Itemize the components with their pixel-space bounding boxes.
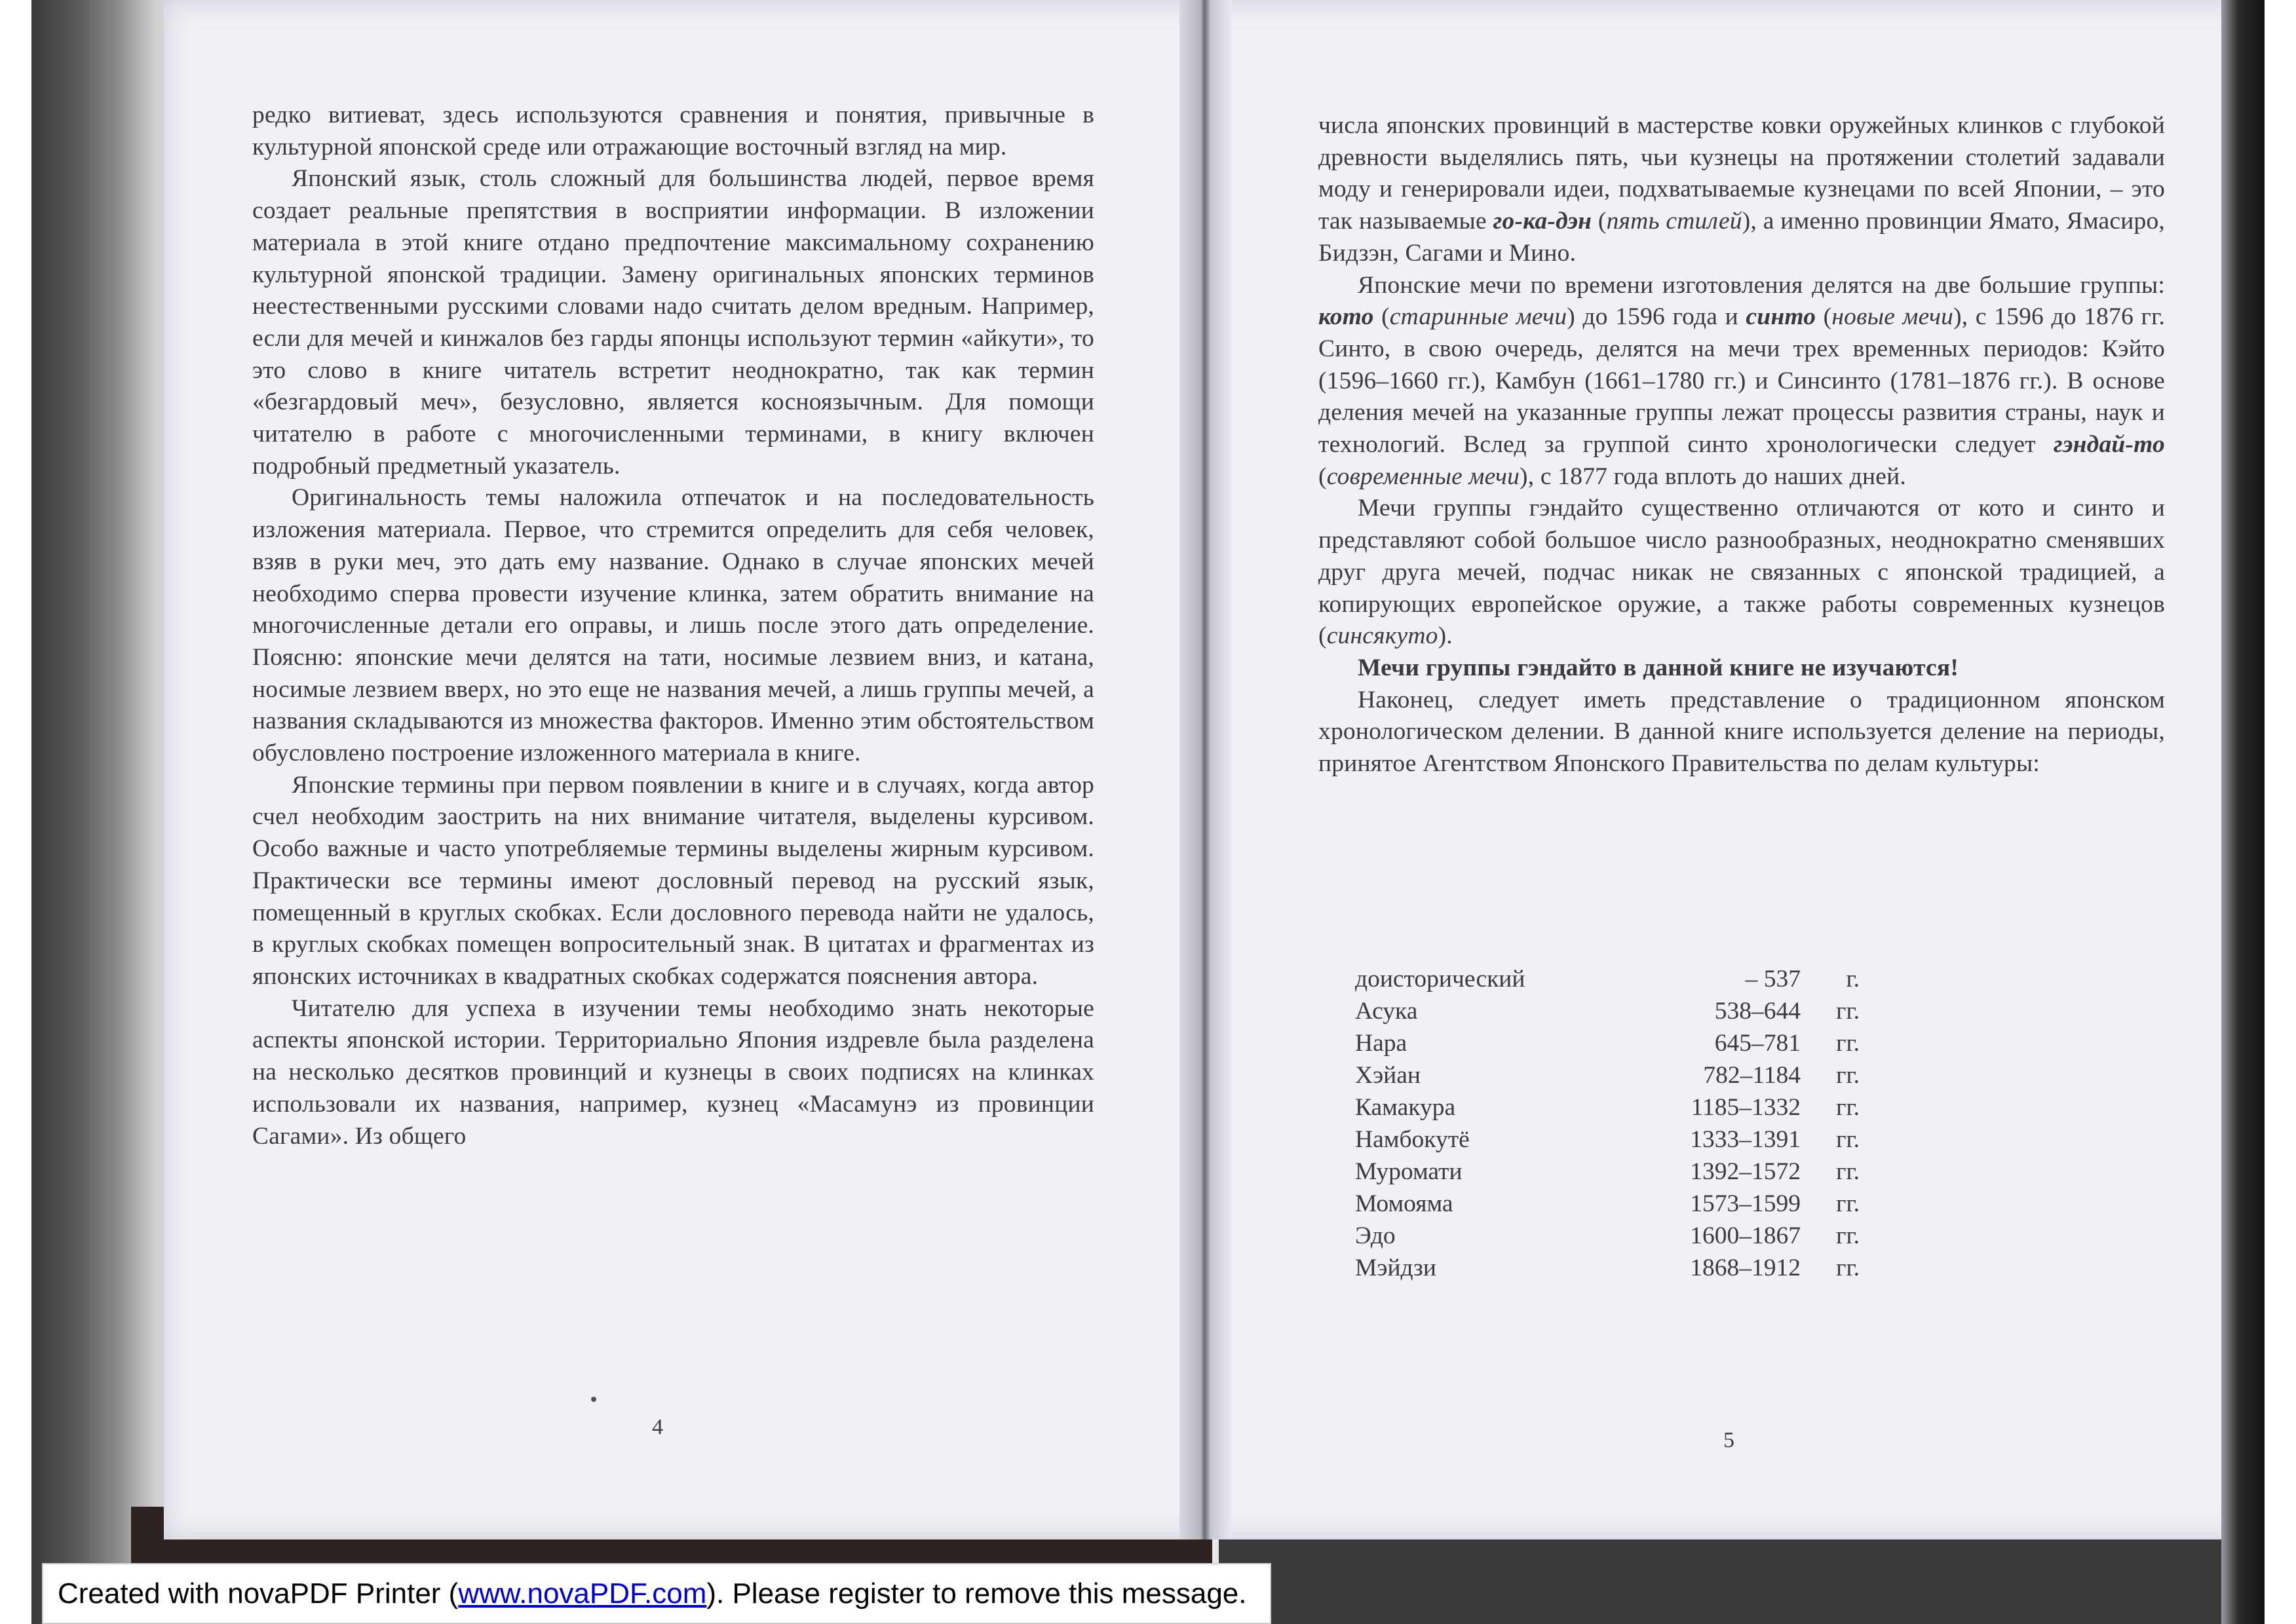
period-name: Нара [1355, 1030, 1407, 1057]
term-sinsyakuto: синсякуто [1326, 622, 1438, 650]
period-name: Момояма [1355, 1190, 1453, 1217]
period-row [1355, 963, 1860, 995]
period-range: 782–1184 [1703, 1062, 1801, 1089]
period-row [1355, 1156, 1860, 1188]
period-range: 1868–1912 [1690, 1255, 1801, 1281]
period-row [1355, 1059, 1860, 1091]
right-page-text [1318, 110, 2165, 780]
novapdf-link[interactable]: www.novaPDF.com [458, 1577, 707, 1610]
left-page-number: 4 [652, 1415, 663, 1439]
term-go-ka-den: го-ка-дэн [1493, 208, 1592, 235]
period-unit: гг. [1836, 1094, 1860, 1121]
period-name: Асука [1355, 998, 1418, 1025]
right-paragraph-4: Наконец, следует иметь представление о традиционном японском хронологическом делении. В данной книге используется деление на периоды, принятое Агентством Японского Правительства по делам культуры: [1318, 686, 2165, 778]
novapdf-watermark-banner [42, 1563, 1271, 1624]
text-run: ), а именно провинции Ямато, Ямасиро, Бидзэн, Сагами и Мино. [1318, 208, 2165, 267]
period-name: Эдо [1355, 1222, 1396, 1249]
period-range: 645–781 [1714, 1030, 1801, 1057]
period-name: Намбокутё [1355, 1126, 1470, 1153]
period-range: 538–644 [1714, 998, 1801, 1025]
left-paragraph-4: Японские термины при первом появлении в книге и в случаях, когда автор счел необходим заострить на них внимание читателя, выделены курсивом. Особо важные и часто употребляемые термины выделены жирным курсивом. Практически все термины имеют дословный перевод на русский язык, помещенный в круглых скобках. Если дословного перевода найти не удалось, в круглых скобках помещен вопросительный знак. В цитатах и фрагментах из японских источниках в квадратных скобках содержатся пояснения автора. [252, 771, 1094, 990]
book-gutter [1179, 0, 1232, 1539]
period-unit: гг. [1836, 1030, 1860, 1057]
period-unit: гг. [1836, 1190, 1860, 1217]
period-name: Мэйдзи [1355, 1255, 1436, 1281]
text-run: ), с 1877 года вплоть до наших дней. [1520, 463, 1906, 490]
term-translation: пять стилей [1606, 208, 1742, 235]
right-paragraph-1: числа японских провинций в мастерстве ковки оружейных клинков с глубокой древности выделялись пять, чьи кузнецы на протяжении столетий задавали моду и генерировали идеи, подхватываемые кузнецами по всей Японии, – это так называемые го-ка-дэн (пять стилей), а именно провинции Ямато, Ямасиро, Бидзэн, Сагами и Мино. [1318, 112, 2165, 267]
term-translation: старинные мечи [1389, 303, 1567, 331]
term-translation: новые мечи [1831, 303, 1954, 331]
text-run: ), с 1596 до 1876 гг. Синто, в свою очередь, делятся на мечи трех временных периодов: Кэйто (1596–1660 гг.), Камбун (1661–1780 гг.) и Синсинто (1781–1876 гг.). В основе деления мечей на указанные группы лежат процессы развития страны, наук и технологий. Вслед за группой синто хронологически следует [1318, 303, 2166, 459]
period-unit: гг. [1836, 1062, 1860, 1089]
period-name: доисторический [1355, 966, 1525, 992]
term-gendai-to: гэндай-то [2053, 431, 2165, 459]
period-row [1355, 1188, 1860, 1220]
period-name: Хэйан [1355, 1062, 1421, 1089]
period-range: 1185–1332 [1691, 1094, 1801, 1121]
bold-note: Мечи группы гэндайто в данной книге не изучаются! [1358, 654, 1959, 681]
period-row [1355, 995, 1860, 1027]
period-unit: гг. [1836, 1222, 1860, 1249]
text-run: Мечи группы гэндайто существенно отличаются от кото и синто и представляют собой большое число разнообразных, неоднократно сменявших друг друга мечей, подчас никак не связанных с японской традицией, а копирующих европейское оружие, а также работы современных кузнецов ( [1318, 495, 2165, 650]
text-run: ). [1438, 622, 1453, 650]
left-page-text [252, 100, 1094, 1152]
period-range: 1392–1572 [1690, 1158, 1801, 1185]
text-run: Японские мечи по времени изготовления делятся на две большие группы: [1358, 271, 2165, 299]
period-range: 1573–1599 [1690, 1190, 1801, 1217]
period-range: 1333–1391 [1690, 1126, 1801, 1153]
period-row [1355, 1124, 1860, 1156]
right-paragraph-3 [1318, 493, 2165, 652]
period-row [1355, 1027, 1860, 1059]
term-sinto: синто [1746, 303, 1816, 331]
period-unit: гг. [1836, 1158, 1860, 1185]
period-row [1355, 1220, 1860, 1252]
banner-prefix: Created with novaPDF Printer ( [58, 1577, 459, 1610]
text-run: ) до 1596 года и [1567, 303, 1746, 331]
right-book-edge [2221, 0, 2265, 1624]
period-row [1355, 1252, 1860, 1284]
right-page-number: 5 [1723, 1428, 1734, 1452]
period-unit: гг. [1836, 1255, 1860, 1281]
page-speck [591, 1397, 596, 1402]
left-paragraph-1: редко витиеват, здесь используются сравнения и понятия, привычные в культурной японской среде или отражающие восточный взгляд на мир. [252, 102, 1094, 161]
left-paragraph-2: Японский язык, столь сложный для большинства людей, первое время создает реальные препятствия в восприятии информации. В изложении материала в этой книге отдано предпочтение максимальному сохранению культурной японской традиции. Замену оригинальных японских терминов неестественными русскими словами надо считать делом вредным. Например, если для мечей и кинжалов без гарды японцы используют термин «айкути», то это слово в книге читатель встретит неоднократно, так как термин «безгардовый меч», безусловно, является косноязычным. Для помощи читателю в работе с многочисленными терминами, в книгу включен подробный предметный указатель. [252, 165, 1094, 480]
scan-margin-left [0, 0, 31, 1624]
right-paragraph-2: Японские мечи по времени изготовления делятся на две большие группы: кото (старинные мечи) до 1596 года и синто (новые мечи), с 1596 до 1876 гг. Синто, в свою очередь, делятся на мечи трех временных периодов: Кэйто (1596–1660 гг.), Камбун (1661–1780 гг.) и Синсинто (1781–1876 гг.). В основе деления мечей на указанные группы лежат процессы развития страны, наук и технологий. Вслед за группой синто хронологически следует гэндай-то (современные мечи), с 1877 года вплоть до наших дней. [1318, 271, 2166, 490]
scan-margin-right [2265, 0, 2296, 1624]
period-unit: гг. [1836, 998, 1860, 1025]
term-koto: кото [1318, 303, 1374, 331]
period-row [1355, 1091, 1860, 1124]
period-range: – 537 [1745, 966, 1801, 992]
period-range: 1600–1867 [1690, 1222, 1801, 1249]
period-unit: гг. [1836, 1126, 1860, 1153]
period-unit: г. [1846, 966, 1860, 992]
period-table [1355, 963, 1860, 1284]
text-run: числа японских провинций в мастерстве ковки оружейных клинков с глубокой древности выделялись пять, чьи кузнецы на протяжении столетий задавали моду и генерировали идеи, подхватываемые кузнецами по всей Японии, – это так называемые [1318, 112, 2165, 235]
period-name: Камакура [1355, 1094, 1456, 1121]
left-paragraph-3: Оригинальность темы наложила отпечаток и на последовательность изложения материала. Первое, что стремится определить для себя человек, взяв в руки меч, это дать ему название. Однако в случае японских мечей необходимо сперва провести изучение клинка, затем обратить внимание на многочисленные детали его оправы, и лишь после этого дать определение. Поясню: японские мечи делятся на тати, носимые лезвием вниз, и катана, носимые лезвием вверх, но это еще не названия мечей, а лишь группы мечей, а названия складываются из множества факторов. Именно этим обстоятельством обусловлено построение изложенного материала в книге. [252, 484, 1094, 767]
left-paragraph-5: Читателю для успеха в изучении темы необходимо знать некоторые аспекты японской истории. Территориально Япония издревле была разделена на несколько десятков провинций и кузнецы в своих подписях на клинках использовали их названия, например, кузнец «Масамунэ из провинции Сагами». Из общего [252, 994, 1094, 1150]
period-name: Муромати [1355, 1158, 1463, 1185]
term-translation: современные мечи [1326, 463, 1520, 490]
banner-suffix: ). Please register to remove this message. [706, 1577, 1247, 1610]
